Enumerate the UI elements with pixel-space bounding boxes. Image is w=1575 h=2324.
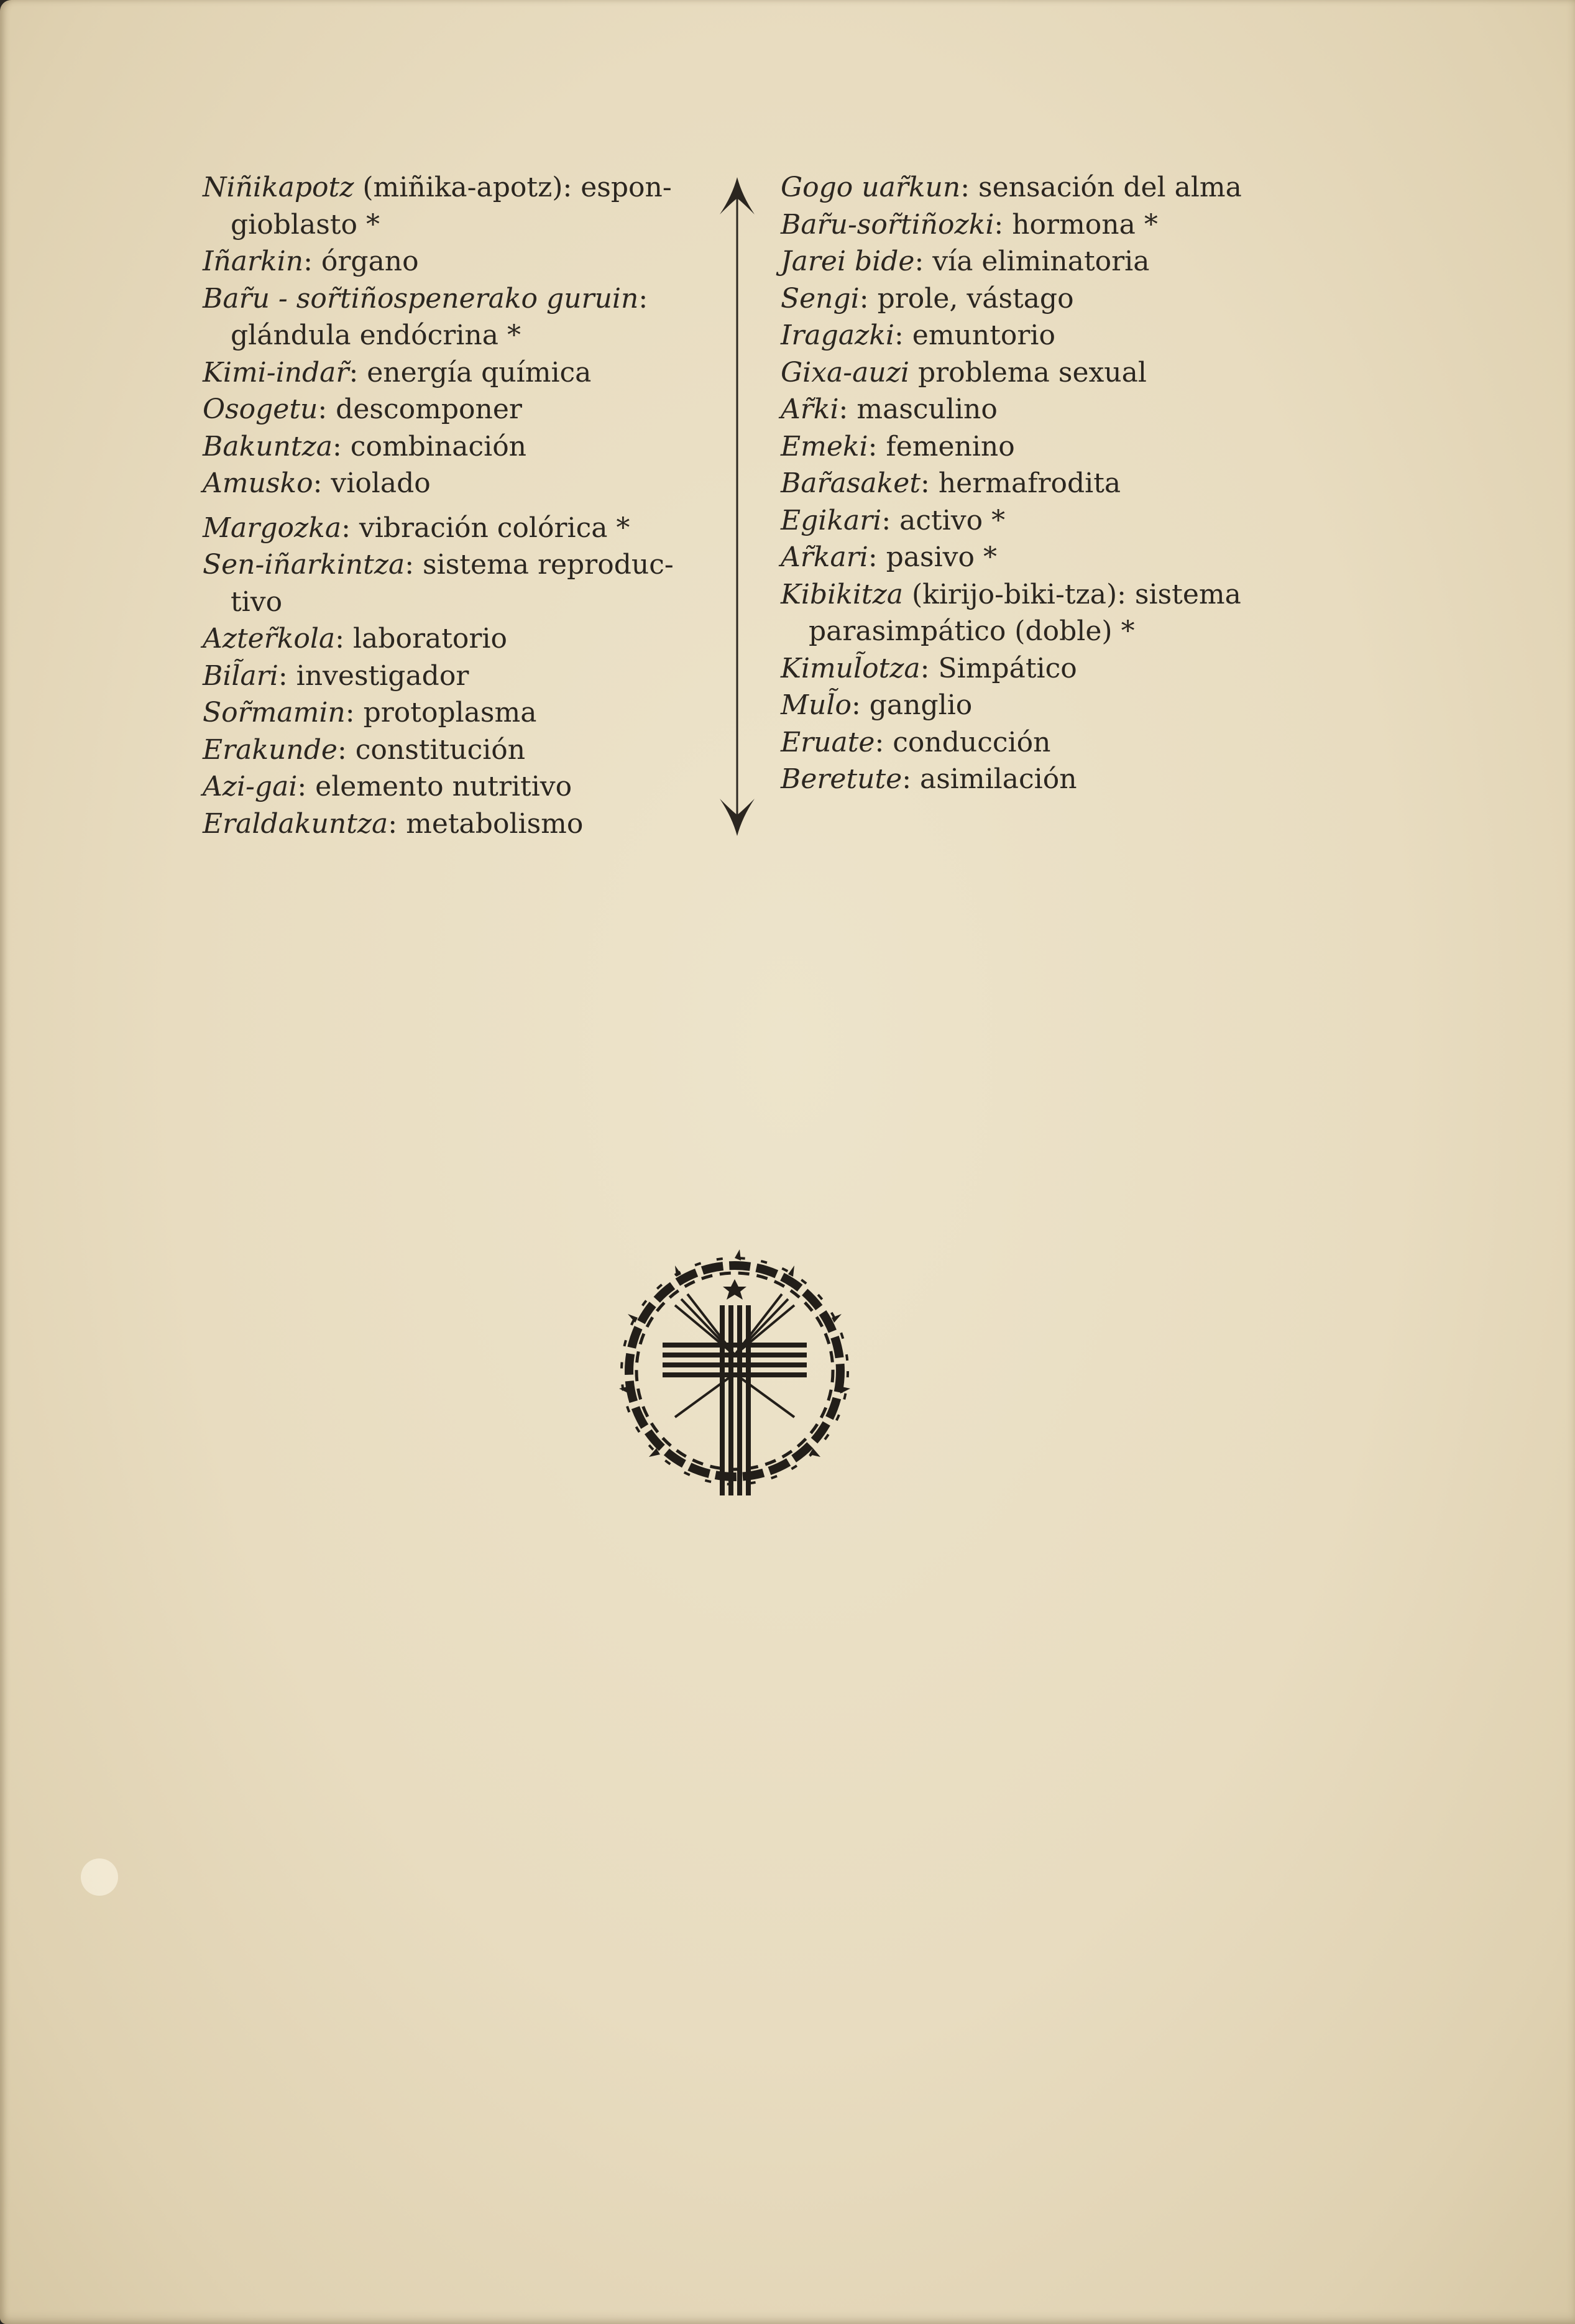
glossary-term: Gogo uar̃kun	[781, 172, 961, 203]
glossary-term: Bil̃ari	[203, 659, 278, 692]
glossary-entry	[203, 768, 700, 806]
glossary-definition: : asimilación	[902, 763, 1077, 795]
glossary-definition: : metabolismo	[388, 807, 584, 840]
glossary-term: Kimul̃otza	[781, 652, 921, 684]
glossary-definition: : femenino	[868, 430, 1015, 462]
glossary-term: Ar̃kari	[781, 541, 868, 573]
glossary-entry	[781, 761, 1328, 798]
glossary-definition: : protoplasma	[345, 697, 537, 728]
glossary-definition: : pasivo *	[868, 541, 998, 573]
glossary-term: Jarei bide	[781, 246, 915, 277]
glossary-entry	[781, 650, 1328, 687]
glossary-entry	[203, 428, 700, 466]
column-divider-arrow	[737, 177, 738, 836]
glossary-definition: : prole, vástago	[859, 282, 1074, 315]
glossary-entry	[203, 658, 700, 695]
glossary-definition: : hormona *	[994, 208, 1158, 241]
glossary-entry	[781, 169, 1328, 206]
glossary-term: Egikari	[781, 504, 882, 536]
glossary-entry	[203, 280, 700, 354]
glossary-entry	[781, 391, 1328, 428]
glossary-entry	[781, 465, 1328, 502]
glossary-term: Azi-gai	[203, 771, 298, 802]
glossary-definition: : investigador	[278, 659, 469, 692]
glossary-term: Sengi	[781, 282, 860, 315]
glossary-entry	[203, 465, 700, 502]
glossary-definition: : órgano	[303, 246, 419, 277]
glossary-term: Azter̃kola	[203, 623, 336, 654]
glossary-definition: : emuntorio	[894, 319, 1055, 351]
glossary-term: Eraldakuntza	[203, 807, 388, 840]
glossary-definition: (kirijo-biki-tza): sistema parasimpático (doble) *	[809, 578, 1241, 647]
glossary-left-column	[203, 169, 700, 842]
glossary-term: Beretute	[781, 763, 902, 795]
glossary-definition: : combinación	[333, 430, 527, 462]
glossary-definition: : sistema reproductivo	[231, 549, 674, 618]
paper-stain	[81, 1858, 118, 1896]
glossary-definition: : glándula endócrina *	[231, 282, 648, 351]
glossary-term: Bakuntza	[203, 430, 333, 462]
glossary-entry	[203, 546, 700, 620]
glossary-definition: problema sexual	[909, 356, 1147, 388]
glossary-term: Osogetu	[203, 393, 318, 425]
glossary-definition: : Simpático	[920, 652, 1077, 684]
glossary-definition: : masculino	[838, 393, 998, 425]
glossary-term: Bar̃u-sor̃tiñozki	[781, 208, 994, 241]
glossary-definition: : vía eliminatoria	[914, 246, 1150, 277]
glossary-term: Sen-iñarkintza	[203, 549, 405, 581]
glossary-term: Iñarkin	[203, 246, 304, 277]
glossary-term: Erakunde	[203, 733, 338, 766]
glossary-term: Sor̃mamin	[203, 697, 346, 728]
glossary-definition: : elemento nutritivo	[297, 771, 572, 802]
glossary-term: Kimi-indar̃	[203, 356, 349, 388]
glossary-term: Ar̃ki	[781, 393, 839, 425]
glossary-definition: : descomponer	[318, 393, 522, 425]
glossary-term: Emeki	[781, 430, 868, 462]
glossary-definition: : energía química	[349, 356, 592, 388]
glossary-term: Bar̃asaket	[781, 467, 921, 499]
glossary-definition: : hermafrodita	[921, 467, 1121, 499]
glossary-entry	[781, 576, 1328, 650]
glossary-entry	[203, 732, 700, 769]
glossary-entry	[781, 539, 1328, 576]
glossary-term: Amusko	[203, 467, 313, 499]
glossary-entry	[203, 354, 700, 392]
glossary-entry	[781, 243, 1328, 280]
glossary-definition: : laboratorio	[335, 623, 507, 654]
glossary-term: Eruate	[781, 726, 875, 758]
glossary-definition: : constitución	[337, 733, 526, 766]
glossary-entry	[781, 354, 1328, 392]
glossary-definition: : ganglio	[851, 689, 973, 721]
glossary-definition: (miñika-apotz): espongioblasto *	[231, 172, 672, 241]
glossary-entry	[203, 510, 700, 547]
glossary-definition: : vibración colórica *	[341, 512, 630, 544]
glossary-definition: : violado	[313, 467, 431, 499]
glossary-entry	[781, 280, 1328, 318]
glossary-entry	[203, 391, 700, 428]
glossary-entry	[781, 502, 1328, 540]
glossary-entry	[781, 687, 1328, 724]
glossary-term: Kibikitza	[781, 578, 904, 610]
glossary-term: Niñikapotz	[203, 172, 354, 203]
glossary-right-column	[781, 169, 1328, 798]
glossary-entry	[781, 428, 1328, 466]
crowned-cross-emblem-icon	[613, 1249, 856, 1495]
glossary-entry	[781, 206, 1328, 244]
glossary-definition: : activo *	[881, 504, 1006, 536]
glossary-term: Mul̃o	[781, 689, 852, 721]
glossary-entry	[781, 317, 1328, 354]
glossary-entry	[203, 620, 700, 658]
glossary-term: Margozka	[203, 512, 342, 544]
glossary-term: Gixa-auzi	[781, 356, 909, 388]
glossary-term: Bar̃u - sor̃tiñospenerako guruin	[203, 282, 639, 315]
glossary-term: Iragazki	[781, 319, 894, 351]
glossary-entry	[203, 806, 700, 843]
glossary-definition: : conducción	[875, 726, 1051, 758]
glossary-entry	[203, 694, 700, 732]
glossary-entry	[203, 169, 700, 243]
glossary-definition: : sensación del alma	[960, 172, 1242, 203]
glossary-entry	[203, 243, 700, 280]
glossary-entry	[781, 724, 1328, 761]
